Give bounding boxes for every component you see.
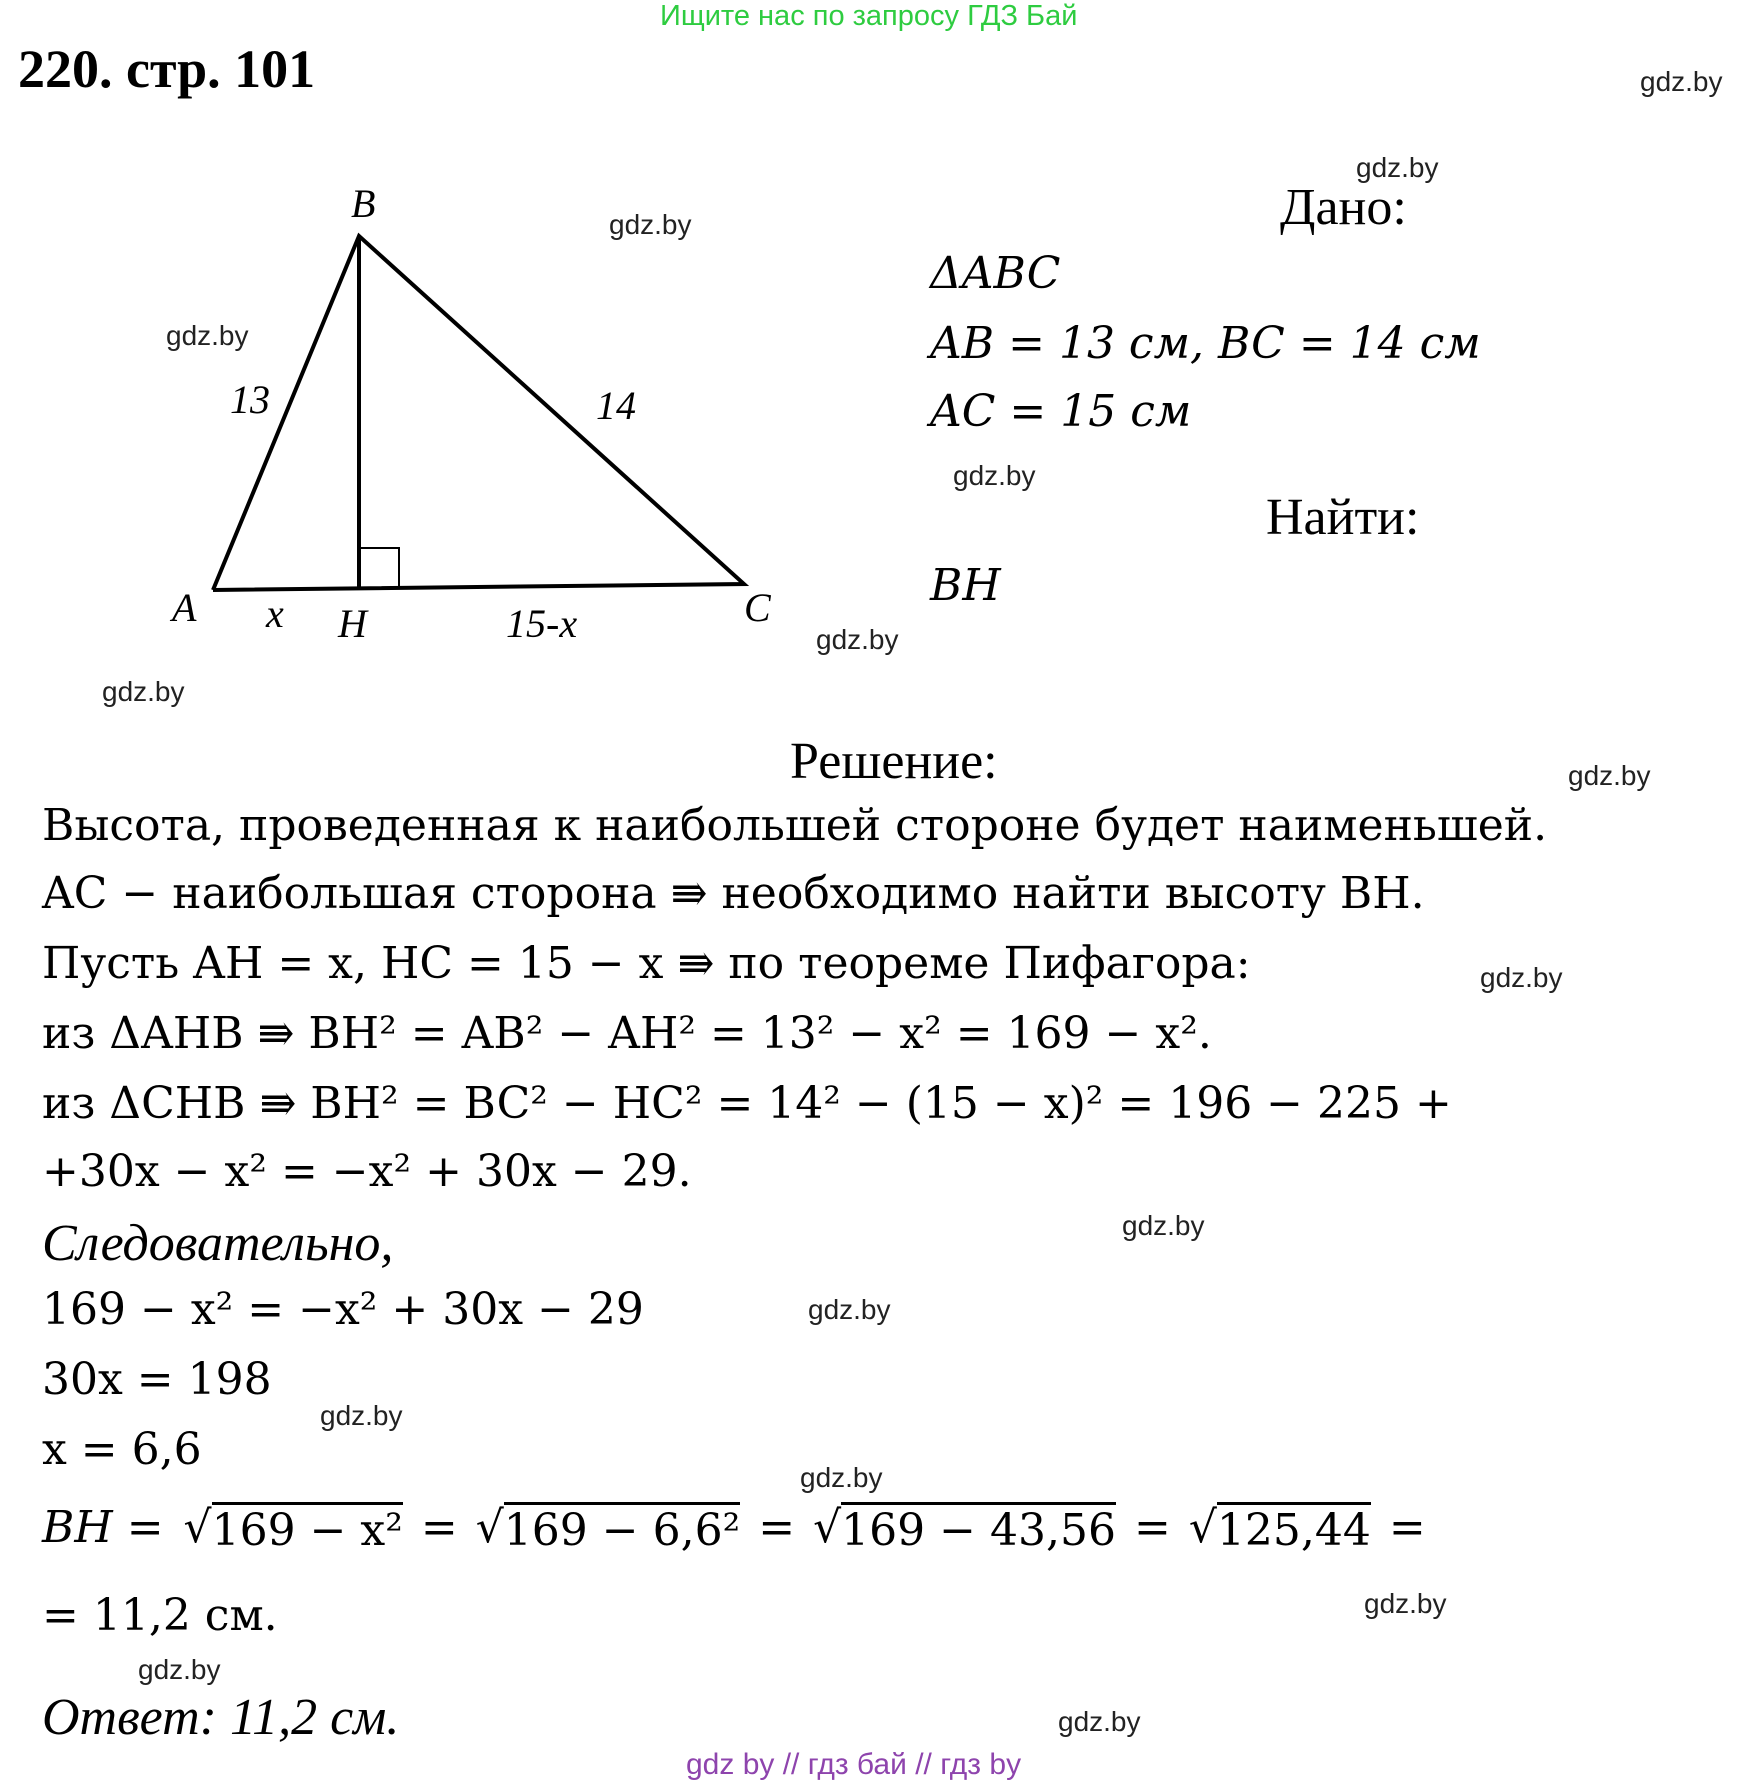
watermark: gdz.by <box>1122 1210 1205 1241</box>
triangle-figure <box>150 180 830 680</box>
answer-line: Ответ: 11,2 см. <box>42 1689 400 1746</box>
vertex-label-c: C <box>744 585 771 630</box>
side-label-ah: x <box>266 591 284 636</box>
watermark: gdz.by <box>816 624 899 655</box>
given-line: AB = 13 см, BC = 14 см <box>930 318 1481 369</box>
find-heading: Найти: <box>1266 489 1420 546</box>
sqrt-symbol: √ <box>475 1502 504 1553</box>
watermark: gdz.by <box>609 209 692 240</box>
watermark: gdz.by <box>953 460 1036 491</box>
sqrt-symbol: √ <box>183 1502 212 1553</box>
search-hint-link[interactable]: Ищите нас по запросу ГДЗ Бай <box>660 0 1078 32</box>
footer-links[interactable]: gdz by // гдз бай // гдз by <box>686 1748 1022 1781</box>
vertex-label-a: A <box>172 585 197 630</box>
watermark: gdz.by <box>138 1654 221 1685</box>
equals-sign: = <box>1388 1502 1426 1553</box>
equals-sign: = <box>1133 1502 1171 1553</box>
equals-sign: = <box>420 1502 458 1553</box>
watermark: gdz.by <box>800 1462 883 1493</box>
watermark: gdz.by <box>102 676 185 707</box>
solution-heading: Решение: <box>790 733 998 790</box>
right-angle-mark <box>359 548 399 588</box>
watermark: gdz.by <box>166 320 249 351</box>
given-line: ΔABC <box>930 248 1061 299</box>
watermark: gdz.by <box>1640 66 1723 97</box>
solution-line: из ΔAHB ⇛ BH² = AB² − AH² = 13² − x² = 169 − x². <box>42 1008 1212 1059</box>
watermark: gdz.by <box>1058 1706 1141 1737</box>
vertex-label-b: B <box>351 181 376 226</box>
solution-line: +30x − x² = −x² + 30x − 29. <box>42 1146 692 1197</box>
bh-prefix: BH = <box>42 1502 178 1553</box>
sqrt-symbol: √ <box>1188 1502 1217 1553</box>
side-label-bc: 14 <box>596 383 636 428</box>
equation: x = 6,6 <box>42 1424 202 1475</box>
therefore-label: Следовательно, <box>42 1215 394 1272</box>
equation: 30x = 198 <box>42 1354 272 1405</box>
find-value: BH <box>930 560 1001 611</box>
watermark: gdz.by <box>1480 962 1563 993</box>
watermark: gdz.by <box>1568 760 1651 791</box>
triangle-outline <box>213 236 744 590</box>
solution-line: Пусть AH = x, HC = 15 − x ⇛ по теореме Пифагора: <box>42 938 1251 989</box>
equals-sign: = <box>758 1502 796 1553</box>
sqrt-symbol: √ <box>813 1502 842 1553</box>
given-line: AC = 15 см <box>930 386 1192 437</box>
watermark: gdz.by <box>320 1400 403 1431</box>
given-heading: Дано: <box>1280 179 1407 236</box>
watermark: gdz.by <box>808 1294 891 1325</box>
sqrt-radicand: 169 − 43,56 <box>841 1502 1116 1556</box>
watermark: gdz.by <box>1364 1588 1447 1619</box>
side-label-hc: 15-x <box>506 601 578 646</box>
sqrt-radicand: 169 − x² <box>212 1502 403 1556</box>
watermark: gdz.by <box>1356 152 1439 183</box>
bh-computation <box>42 1502 1426 1556</box>
page-title: 220. стр. 101 <box>18 39 316 99</box>
vertex-label-h: H <box>338 601 367 646</box>
sqrt-radicand: 125,44 <box>1217 1502 1371 1556</box>
sqrt-radicand: 169 − 6,6² <box>504 1502 740 1556</box>
equation: 169 − x² = −x² + 30x − 29 <box>42 1284 644 1335</box>
side-label-ab: 13 <box>230 377 270 422</box>
solution-line: из ΔCHB ⇛ BH² = BC² − HC² = 14² − (15 − x)² = 196 − 225 + <box>42 1078 1452 1129</box>
solution-line: AC − наибольшая сторона ⇛ необходимо найти высоту BH. <box>42 868 1425 919</box>
solution-line: Высота, проведенная к наибольшей стороне будет наименьшей. <box>42 800 1548 851</box>
result-line: = 11,2 см. <box>42 1590 278 1641</box>
